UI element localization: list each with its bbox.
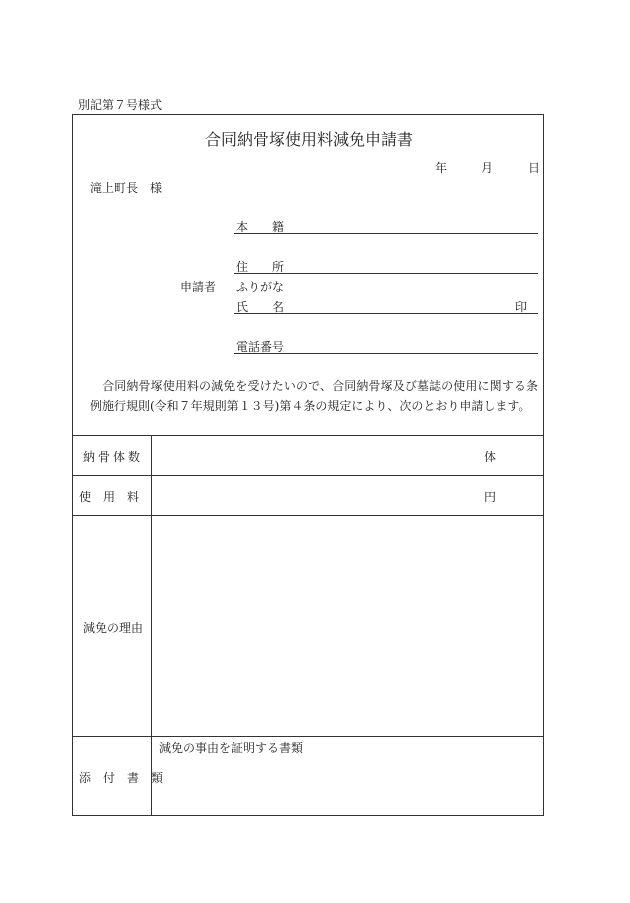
date-day-label: 日 <box>528 161 541 175</box>
reduction-reason-input[interactable] <box>153 517 541 734</box>
honseki-field[interactable] <box>234 232 538 234</box>
application-statement <box>90 376 538 416</box>
table-column-divider <box>151 435 152 816</box>
furigana-label: ふりがな <box>236 280 285 294</box>
attachments-content: 減免の事由を証明する書類 <box>159 741 304 755</box>
table-row-divider <box>73 475 543 476</box>
address-label: 住 所 <box>236 260 285 274</box>
phone-field[interactable] <box>234 352 538 354</box>
address-field[interactable] <box>234 272 538 274</box>
date-month-label: 月 <box>481 161 494 175</box>
table-top-border <box>73 435 543 436</box>
form-number-label: 別記第７号様式 <box>78 98 163 112</box>
name-field[interactable] <box>234 312 538 314</box>
bones-count-unit: 体 <box>484 450 497 464</box>
bones-count-label: 納骨体数 <box>83 450 144 464</box>
form-title: 合同納骨塚使用料減免申請書 <box>204 130 413 149</box>
application-form <box>72 114 544 816</box>
date-year-label: 年 <box>435 161 448 175</box>
seal-mark: 印 <box>515 300 528 314</box>
fee-unit: 円 <box>484 490 497 504</box>
attachments-label: 添 付 書 類 <box>79 771 164 785</box>
applicant-label: 申請者 <box>180 280 217 294</box>
table-row-divider <box>73 736 543 737</box>
name-label: 氏 名 <box>236 300 285 314</box>
fee-input[interactable] <box>153 477 473 513</box>
table-row-divider <box>73 515 543 516</box>
bones-count-input[interactable] <box>153 437 473 473</box>
addressee: 滝上町長 様 <box>90 181 163 195</box>
phone-label: 電話番号 <box>236 340 285 354</box>
application-statement-text: 合同納骨塚使用料の減免を受けたいので、合同納骨塚及び墓誌の使用に関する条例施行規則(令和７年規則第１３号)第４条の規定により、次のとおり申請します。 <box>90 379 538 413</box>
fee-label: 使 用 料 <box>79 490 140 504</box>
honseki-label: 本 籍 <box>236 220 285 234</box>
reduction-reason-label: 減免の理由 <box>83 621 144 635</box>
